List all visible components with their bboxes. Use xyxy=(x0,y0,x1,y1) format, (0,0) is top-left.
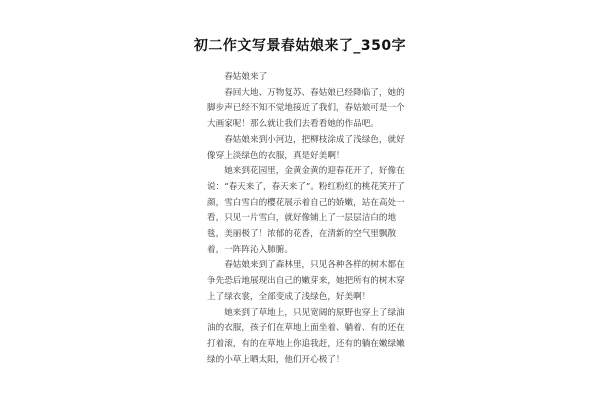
paragraph-2: 春姑娘来到小河边，把柳枝涂成了浅绿色，就好像穿上淡绿色的衣服，真是好美啊！ xyxy=(207,134,405,161)
article-body xyxy=(207,70,407,368)
paragraph-1: 春回大地、万物复苏、春姑娘已经降临了，她的脚步声已经不知不觉地接近了我们，春姑娘可是一个大画家呢！那么就让我们去看看她的作品吧。 xyxy=(207,87,405,130)
article-subtitle: 春姑娘来了 xyxy=(224,72,268,82)
paragraph-3: 她来到花园里，金黄金黄的迎春花开了，好像在说：“春天来了，春天来了”。粉红粉红的桃花笑开了颜，雪白雪白的樱花展示着自己的娇嫩，站在高处一看，只见一片雪白，就好像铺上了一层层洁白的地毯，美丽极了！浓郁的花香，在清新的空气里飘散着，一阵阵沁入肺腑。 xyxy=(207,166,405,255)
paragraph-5: 她来到了草地上，只见宽阔的原野也穿上了绿油油的衣服，孩子们在草地上面坐着、躺着、有的还在打着滚，有的在草地上你追我赶，还有的躺在嫩绿嫩绿的小草上晒太阳，他们开心极了！ xyxy=(207,307,405,365)
page-title: 初二作文写景春姑娘来了_350字 xyxy=(193,38,407,54)
paragraph-4: 春姑娘来到了森林里，只见各种各样的树木都在争先恐后地展现出自己的嫩芽来，她把所有的树木穿上了绿衣裳，全部变成了浅绿色，好美啊！ xyxy=(207,260,405,302)
